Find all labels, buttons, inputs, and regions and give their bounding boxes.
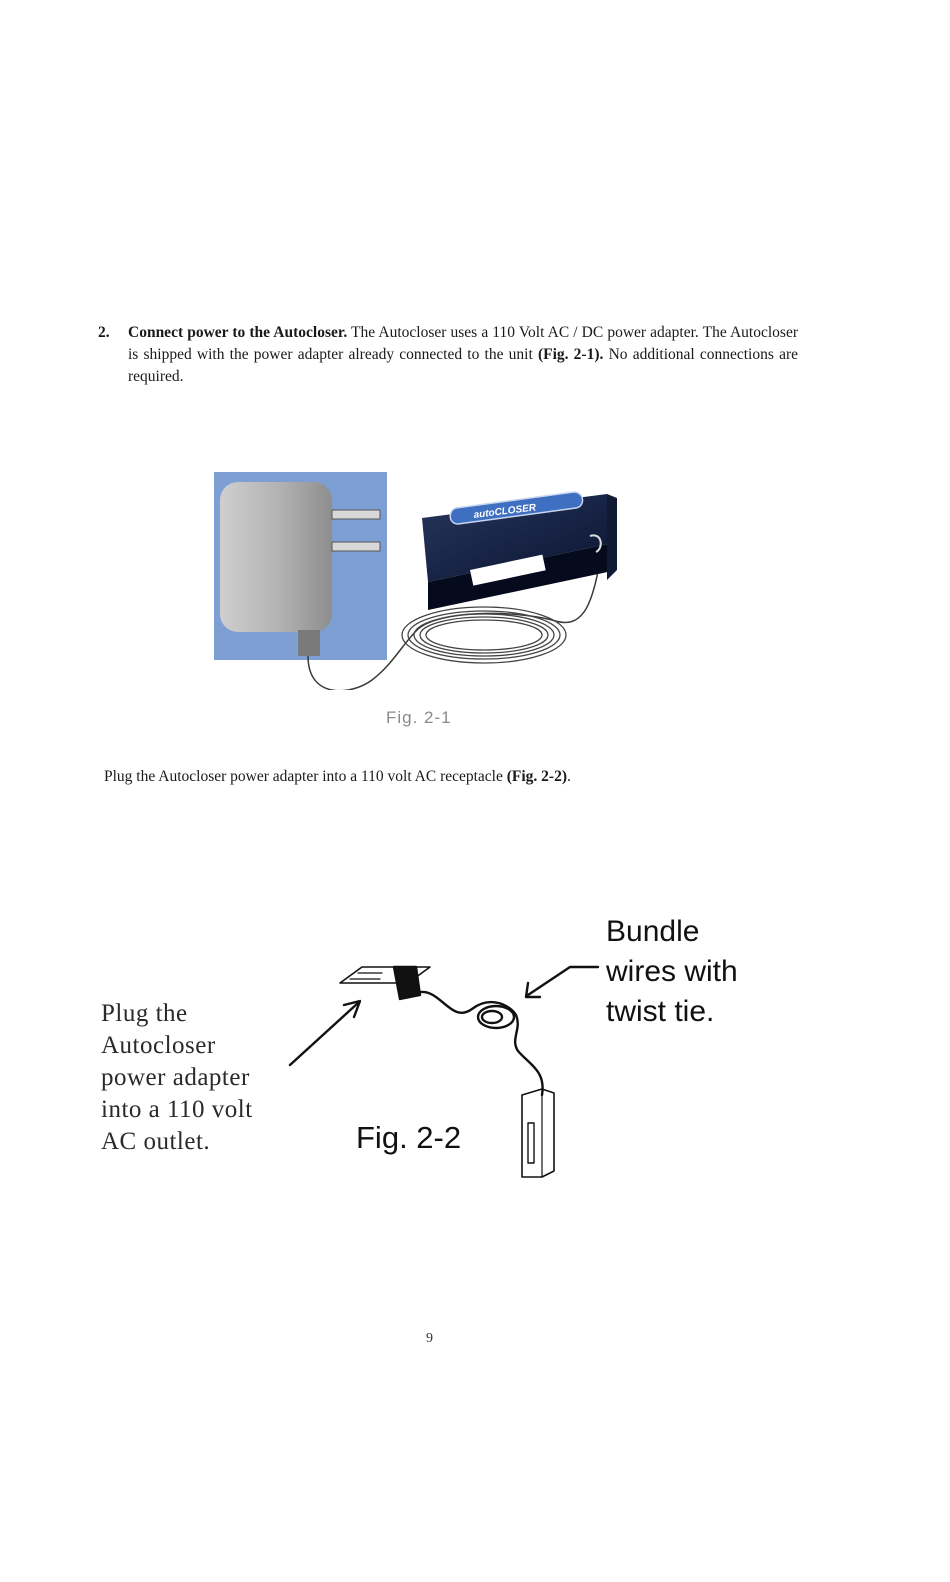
bundle-annotation-line: Bundle [606, 915, 700, 948]
step-text-2: No additional connections are required. [128, 346, 799, 385]
step-2 [98, 322, 798, 388]
step-heading: Connect power to the Autocloser. [128, 324, 348, 341]
left-annotation-line: AC outlet. [101, 1128, 211, 1155]
fig-2-1-reference: (Fig. 2-1). [537, 346, 604, 363]
step-number: 2. [98, 324, 110, 341]
twist-tie-coil [478, 1006, 514, 1028]
autocloser-device [422, 492, 617, 610]
figure-2-1-photo [212, 470, 632, 690]
step-2-body [128, 322, 798, 388]
plug-instruction-text: Plug the Autocloser power adapter into a 110 volt AC receptacle [104, 768, 507, 785]
bundle-annotation-line: twist tie. [606, 995, 715, 1028]
plug-instruction-end: . [567, 768, 571, 785]
bundle-annotation-line: wires with [606, 955, 738, 988]
left-annotation-line: power adapter [101, 1064, 250, 1091]
left-annotation-line: Plug the [101, 1000, 188, 1027]
device-box [522, 1089, 554, 1177]
fig-2-1-caption: Fig. 2-1 [386, 708, 452, 727]
fig-2-2-reference: (Fig. 2-2) [506, 768, 568, 785]
left-annotation-line: into a 110 volt [101, 1096, 253, 1123]
left-annotation [101, 998, 301, 1158]
wall-adapter-body [394, 967, 420, 999]
left-annotation-line: Autocloser [101, 1032, 216, 1059]
plug-instruction [104, 768, 824, 786]
arrow-to-outlet [290, 1003, 358, 1065]
fig-2-2-caption: Fig. 2-2 [356, 1120, 462, 1155]
coiled-cable [402, 607, 566, 663]
adapter-wire [416, 992, 543, 1095]
page-number: 9 [426, 1331, 433, 1346]
step-text-1: The Autocloser uses a 110 Volt AC / DC power adapter. The Autocloser is shipped with the power adapter already connected to the unit [128, 324, 798, 363]
arrow-to-twist-tie [528, 967, 598, 995]
device-slot [528, 1123, 534, 1163]
bundle-annotation [606, 912, 826, 1032]
autocloser-logo-text: autoCLOSER [473, 502, 537, 521]
